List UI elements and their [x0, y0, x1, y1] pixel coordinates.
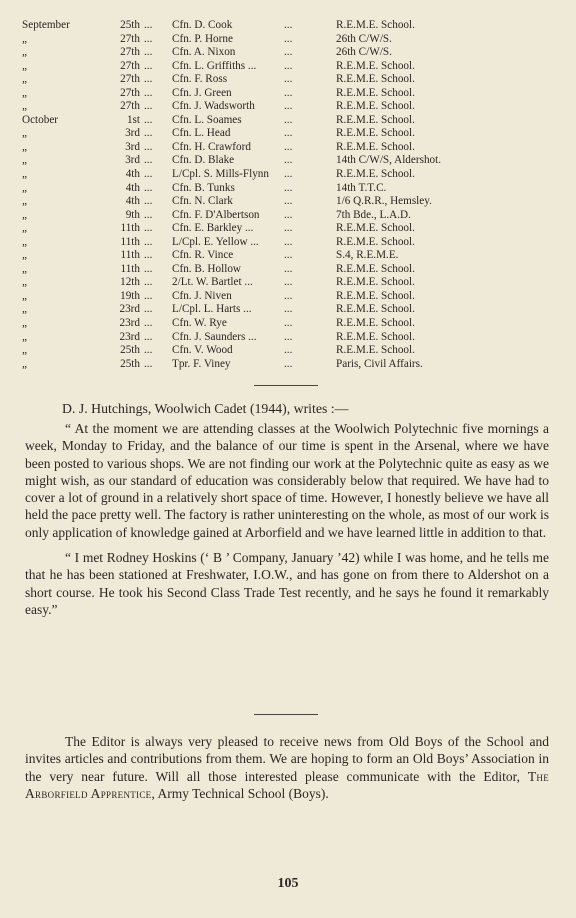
posting-leader: ...	[284, 344, 293, 357]
posting-name: Cfn. B. Hollow	[172, 262, 241, 275]
posting-day: 27th	[120, 46, 140, 59]
posting-leader: ...	[144, 276, 153, 289]
posting-leader: ...	[144, 357, 153, 370]
posting-name: Cfn. E. Barkley ...	[172, 222, 254, 235]
posting-month: „	[22, 208, 27, 221]
posting-month: „	[22, 317, 27, 330]
posting-leader: ...	[144, 195, 153, 208]
posting-unit: R.E.M.E. School.	[336, 235, 415, 248]
posting-day: 11th	[120, 262, 140, 275]
posting-month: „	[22, 195, 27, 208]
posting-day: 11th	[120, 222, 140, 235]
posting-leader: ...	[144, 19, 153, 31]
posting-month: „	[22, 73, 27, 86]
posting-unit: 14th C/W/S, Aldershot.	[336, 154, 442, 167]
posting-row	[22, 100, 516, 114]
posting-month: „	[22, 32, 27, 45]
posting-leader: ...	[144, 127, 153, 140]
posting-day: 25th	[120, 357, 140, 370]
posting-row	[22, 317, 516, 331]
posting-row	[22, 195, 516, 209]
letter-paragraph: “ I met Rodney Hoskins (‘ B ’ Company, January ’42) while I was home, and he tells me that he has been stationed at Freshwater, I.O.W., and has gone on from there to Aldershot on a short course. He took his Second Class Trade Test recently, and he says he found it remarkably easy.”	[25, 550, 549, 617]
posting-unit: R.E.M.E. School.	[336, 317, 415, 330]
posting-unit: R.E.M.E. School.	[336, 222, 415, 235]
posting-name: L/Cpl. E. Yellow ...	[172, 235, 259, 248]
posting-month: „	[22, 86, 27, 99]
posting-leader: ...	[284, 59, 293, 72]
posting-month: „	[22, 249, 27, 262]
posting-leader: ...	[144, 86, 153, 99]
posting-row	[22, 358, 516, 372]
posting-unit: S.4, R.E.M.E.	[336, 249, 399, 262]
posting-leader: ...	[144, 330, 153, 343]
posting-name: Cfn. A. Nixon	[172, 46, 236, 59]
posting-day: 27th	[120, 59, 140, 72]
page-number: 105	[277, 876, 299, 891]
posting-leader: ...	[284, 235, 293, 248]
posting-month: „	[22, 140, 27, 153]
posting-unit: R.E.M.E. School.	[336, 140, 415, 153]
posting-day: 3rd	[125, 127, 140, 140]
posting-name: Cfn. L. Griffiths ...	[172, 59, 257, 72]
posting-day: 11th	[120, 249, 140, 262]
postings-table	[22, 19, 516, 371]
posting-leader: ...	[144, 289, 153, 302]
posting-month: „	[22, 100, 27, 113]
posting-leader: ...	[284, 222, 293, 235]
posting-row	[22, 33, 516, 47]
posting-leader: ...	[144, 46, 153, 59]
posting-day: 27th	[120, 32, 140, 45]
posting-row	[22, 303, 516, 317]
posting-row	[22, 154, 516, 168]
posting-month: September	[22, 19, 70, 31]
posting-row	[22, 127, 516, 141]
posting-leader: ...	[284, 140, 293, 153]
posting-name: L/Cpl. S. Mills-Flynn	[172, 168, 269, 181]
postings-body	[22, 19, 516, 371]
posting-name: Cfn. R. Vince	[172, 249, 234, 262]
posting-day: 12th	[120, 276, 140, 289]
posting-row	[22, 222, 516, 236]
posting-name: Cfn. J. Green	[172, 86, 232, 99]
posting-day: 11th	[120, 235, 140, 248]
posting-unit: 26th C/W/S.	[336, 46, 392, 59]
posting-day: 23rd	[119, 303, 140, 316]
posting-leader: ...	[284, 276, 293, 289]
magazine-title: The Arborfield Apprentice	[25, 768, 549, 801]
posting-month: „	[22, 168, 27, 181]
posting-row	[22, 276, 516, 290]
posting-leader: ...	[144, 113, 153, 126]
posting-unit: 1/6 Q.R.R., Hemsley.	[336, 195, 432, 208]
posting-leader: ...	[144, 59, 153, 72]
posting-month: „	[22, 289, 27, 302]
posting-unit: 7th Bde., L.A.D.	[336, 208, 411, 221]
posting-row	[22, 168, 516, 182]
posting-leader: ...	[284, 262, 293, 275]
posting-name: L/Cpl. L. Harts ...	[172, 303, 252, 316]
posting-unit: R.E.M.E. School.	[336, 59, 415, 72]
posting-row	[22, 236, 516, 250]
posting-row	[22, 290, 516, 304]
posting-name: Cfn. F. D'Albertson	[172, 208, 260, 221]
posting-month: „	[22, 59, 27, 72]
posting-leader: ...	[144, 249, 153, 262]
posting-row	[22, 263, 516, 277]
posting-unit: 14th T.T.C.	[336, 181, 387, 194]
posting-leader: ...	[284, 208, 293, 221]
posting-leader: ...	[284, 86, 293, 99]
posting-row	[22, 60, 516, 74]
posting-day: 23rd	[119, 317, 140, 330]
posting-month: „	[22, 276, 27, 289]
posting-leader: ...	[284, 46, 293, 59]
posting-leader: ...	[284, 32, 293, 45]
posting-row	[22, 344, 516, 358]
posting-name: Cfn. D. Cook	[172, 19, 233, 31]
posting-leader: ...	[284, 113, 293, 126]
posting-leader: ...	[144, 168, 153, 181]
posting-month: „	[22, 46, 27, 59]
posting-month: „	[22, 222, 27, 235]
posting-unit: 26th C/W/S.	[336, 32, 392, 45]
posting-day: 9th	[125, 208, 140, 221]
posting-unit: R.E.M.E. School.	[336, 276, 415, 289]
posting-unit: R.E.M.E. School.	[336, 330, 415, 343]
posting-day: 4th	[125, 168, 140, 181]
posting-unit: R.E.M.E. School.	[336, 127, 415, 140]
posting-leader: ...	[284, 100, 293, 113]
posting-row	[22, 249, 516, 263]
posting-month: „	[22, 303, 27, 316]
posting-name: Cfn. V. Wood	[172, 344, 233, 357]
letter-heading: D. J. Hutchings, Woolwich Cadet (1944), writes :—	[62, 401, 349, 416]
posting-day: 3rd	[125, 140, 140, 153]
posting-leader: ...	[144, 344, 153, 357]
posting-name: Cfn. J. Niven	[172, 289, 232, 302]
posting-day: 3rd	[125, 154, 140, 167]
posting-name: Cfn. B. Tunks	[172, 181, 235, 194]
posting-unit: Paris, Civil Affairs.	[336, 357, 423, 370]
posting-name: Cfn. P. Horne	[172, 32, 233, 45]
posting-month: „	[22, 154, 27, 167]
posting-row	[22, 182, 516, 196]
posting-unit: R.E.M.E. School.	[336, 86, 415, 99]
posting-name: Cfn. D. Blake	[172, 154, 235, 167]
posting-leader: ...	[284, 73, 293, 86]
posting-month: „	[22, 330, 27, 343]
posting-day: 4th	[125, 195, 140, 208]
posting-leader: ...	[144, 262, 153, 275]
posting-month: October	[22, 113, 59, 126]
separator-rule	[254, 714, 318, 715]
posting-unit: R.E.M.E. School.	[336, 289, 415, 302]
posting-name: Tpr. F. Viney	[172, 357, 231, 370]
posting-month: „	[22, 344, 27, 357]
posting-unit: R.E.M.E. School.	[336, 19, 415, 31]
posting-leader: ...	[284, 195, 293, 208]
posting-month: „	[22, 357, 27, 370]
posting-name: Cfn. J. Wadsworth	[172, 100, 255, 113]
posting-day: 25th	[120, 19, 140, 31]
posting-unit: R.E.M.E. School.	[336, 113, 415, 126]
posting-name: Cfn. H. Crawford	[172, 140, 251, 153]
posting-leader: ...	[144, 154, 153, 167]
letter-body	[25, 420, 549, 618]
posting-leader: ...	[284, 289, 293, 302]
posting-unit: R.E.M.E. School.	[336, 344, 415, 357]
posting-day: 27th	[120, 86, 140, 99]
posting-month: „	[22, 127, 27, 140]
posting-leader: ...	[284, 127, 293, 140]
posting-day: 19th	[120, 289, 140, 302]
posting-leader: ...	[284, 330, 293, 343]
posting-row	[22, 73, 516, 87]
posting-leader: ...	[144, 208, 153, 221]
posting-leader: ...	[144, 181, 153, 194]
posting-leader: ...	[144, 317, 153, 330]
posting-unit: R.E.M.E. School.	[336, 73, 415, 86]
posting-name: 2/Lt. W. Bartlet ...	[172, 276, 253, 289]
posting-day: 27th	[120, 73, 140, 86]
posting-leader: ...	[284, 303, 293, 316]
posting-day: 23rd	[119, 330, 140, 343]
posting-leader: ...	[144, 303, 153, 316]
posting-unit: R.E.M.E. School.	[336, 100, 415, 113]
posting-leader: ...	[284, 181, 293, 194]
editor-note-paragraph	[25, 733, 549, 802]
posting-day: 27th	[120, 100, 140, 113]
posting-leader: ...	[144, 100, 153, 113]
posting-name: Cfn. W. Rye	[172, 317, 227, 330]
posting-name: Cfn. F. Ross	[172, 73, 228, 86]
editor-address: , Army Technical School (Boys).	[151, 785, 329, 801]
posting-day: 1st	[126, 113, 140, 126]
separator-rule	[254, 385, 318, 386]
posting-leader: ...	[284, 19, 293, 31]
posting-leader: ...	[144, 140, 153, 153]
posting-row	[22, 141, 516, 155]
posting-leader: ...	[144, 32, 153, 45]
posting-row	[22, 19, 516, 33]
posting-leader: ...	[284, 357, 293, 370]
posting-unit: R.E.M.E. School.	[336, 262, 415, 275]
editor-note	[25, 733, 549, 802]
letter-paragraph: “ At the moment we are attending classes at the Woolwich Polytechnic five mornings a week, Monday to Friday, and the balance of our time is spent in the Arsenal, where we have been posted to various shops. We are not finding our work at the Polytechnic quite as easy as we might wish, as our standard of education was considerably below that required. We have had to cover a lot of ground in a relatively short space of time. However, I honestly believe we have all held the pace pretty well. The factory is rather uninteresting on the whole, as most of our work is only application of knowledge gained at Arborfield and we have learned little in addition to that.	[25, 421, 549, 540]
posting-day: 25th	[120, 344, 140, 357]
posting-leader: ...	[284, 249, 293, 262]
posting-row	[22, 87, 516, 101]
posting-day: 4th	[125, 181, 140, 194]
posting-row	[22, 331, 516, 345]
posting-leader: ...	[144, 222, 153, 235]
posting-unit: R.E.M.E. School.	[336, 303, 415, 316]
posting-row	[22, 114, 516, 128]
posting-name: Cfn. L. Head	[172, 127, 231, 140]
posting-leader: ...	[284, 154, 293, 167]
posting-row	[22, 209, 516, 223]
editor-note-text: The Editor is always very pleased to receive news from Old Boys of the School and invites articles and contributions from them. We are hoping to form an Old Boys’ Association in the very near future. Will all those interested please communicate with the Editor,	[25, 734, 549, 784]
posting-name: Cfn. L. Soames	[172, 113, 242, 126]
posting-month: „	[22, 235, 27, 248]
posting-leader: ...	[144, 235, 153, 248]
posting-month: „	[22, 181, 27, 194]
posting-unit: R.E.M.E. School.	[336, 168, 415, 181]
posting-name: Cfn. J. Saunders ...	[172, 330, 257, 343]
posting-name: Cfn. N. Clark	[172, 195, 233, 208]
posting-leader: ...	[144, 73, 153, 86]
posting-leader: ...	[284, 317, 293, 330]
posting-leader: ...	[284, 168, 293, 181]
posting-month: „	[22, 262, 27, 275]
posting-row	[22, 46, 516, 60]
